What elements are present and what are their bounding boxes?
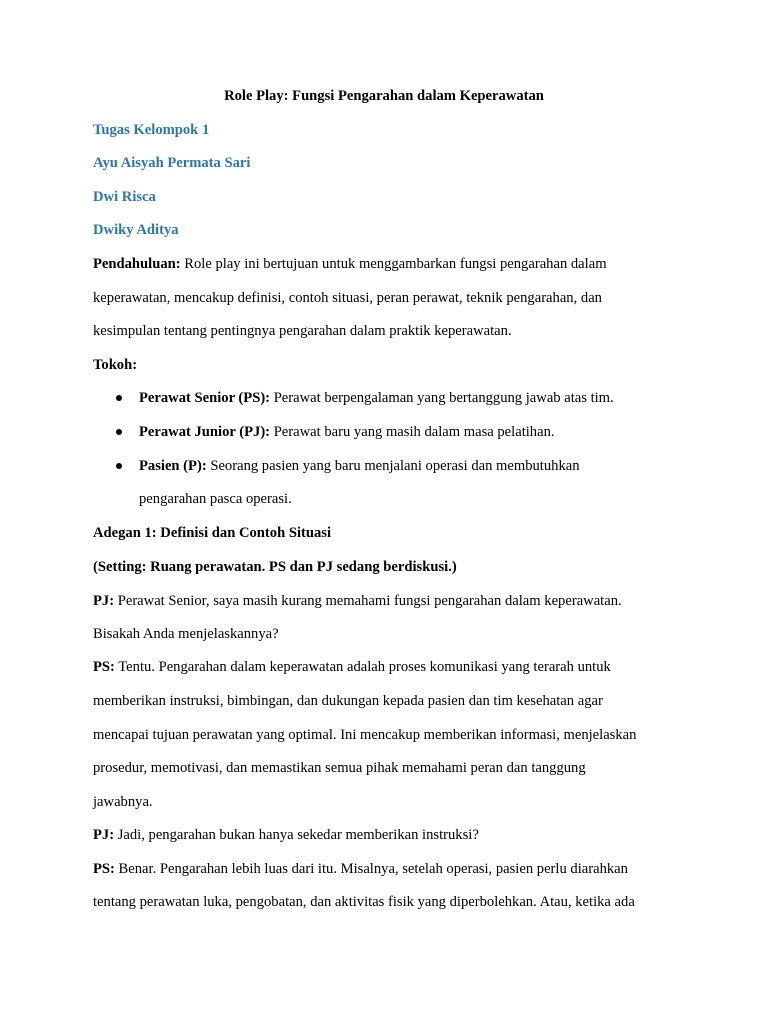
dialogue-line: PS: Benar. Pengarahan lebih luas dari itu. Misalnya, setelah operasi, pasien perlu diarahkan	[93, 861, 628, 877]
member-name: Dwi Risca	[93, 189, 156, 205]
character-description: Perawat berpengalaman yang bertanggung jawab atas tim.	[270, 390, 614, 406]
group-heading: Tugas Kelompok 1	[93, 122, 210, 138]
member-name: Dwiky Aditya	[93, 222, 179, 238]
dialogue-line: PJ: Jadi, pengarahan bukan hanya sekedar memberikan instruksi?	[93, 827, 479, 843]
character-item-continuation: pengarahan pasca operasi.	[139, 491, 292, 507]
character-item	[139, 422, 555, 442]
bullet-icon	[116, 395, 122, 401]
intro-label: Pendahuluan:	[93, 256, 181, 272]
character-label: Perawat Senior (PS):	[139, 390, 271, 406]
document-title: Role Play: Fungsi Pengarahan dalam Keperawatan	[224, 88, 544, 104]
character-label: Perawat Junior (PJ):	[139, 424, 271, 440]
dialogue-line: tentang perawatan luka, pengobatan, dan aktivitas fisik yang diperbolehkan. Atau, ketika ada	[93, 894, 635, 910]
intro-paragraph-line: kesimpulan tentang pentingnya pengarahan dalam praktik keperawatan.	[93, 323, 512, 339]
intro-paragraph-line	[93, 254, 607, 274]
speaker-label: PS:	[93, 861, 115, 877]
scene-heading: Adegan 1: Definisi dan Contoh Situasi	[93, 525, 332, 541]
intro-paragraph-line: keperawatan, mencakup definisi, contoh situasi, peran perawat, teknik pengarahan, dan	[93, 290, 602, 306]
dialogue-line: jawabnya.	[93, 794, 153, 810]
character-item	[139, 388, 614, 408]
member-name: Ayu Aisyah Permata Sari	[93, 155, 251, 171]
dialogue-line: Bisakah Anda menjelaskannya?	[93, 626, 279, 642]
bullet-icon	[116, 429, 122, 435]
dialogue-line: mencapai tujuan perawatan yang optimal. Ini mencakup memberikan informasi, menjelaskan	[93, 727, 637, 743]
dialogue-line: memberikan instruksi, bimbingan, dan dukungan kepada pasien dan tim kesehatan agar	[93, 693, 603, 709]
speaker-label: PJ:	[93, 593, 115, 609]
scene-setting: (Setting: Ruang perawatan. PS dan PJ sedang berdiskusi.)	[93, 559, 457, 575]
intro-text: Role play ini bertujuan untuk menggambarkan fungsi pengarahan dalam	[180, 256, 607, 272]
bullet-icon	[116, 463, 122, 469]
characters-heading: Tokoh:	[93, 357, 138, 373]
speaker-label: PJ:	[93, 827, 115, 843]
speaker-label: PS:	[93, 659, 115, 675]
character-description: Perawat baru yang masih dalam masa pelatihan.	[270, 424, 555, 440]
character-label: Pasien (P):	[139, 458, 207, 474]
character-description: Seorang pasien yang baru menjalani operasi dan membutuhkan	[206, 458, 580, 474]
dialogue-line: PS: Tentu. Pengarahan dalam keperawatan adalah proses komunikasi yang terarah untuk	[93, 659, 611, 675]
dialogue-line: prosedur, memotivasi, dan memastikan semua pihak memahami peran dan tanggung	[93, 760, 586, 776]
character-item	[139, 456, 580, 476]
dialogue-line: PJ: Perawat Senior, saya masih kurang memahami fungsi pengarahan dalam keperawatan.	[93, 593, 622, 609]
